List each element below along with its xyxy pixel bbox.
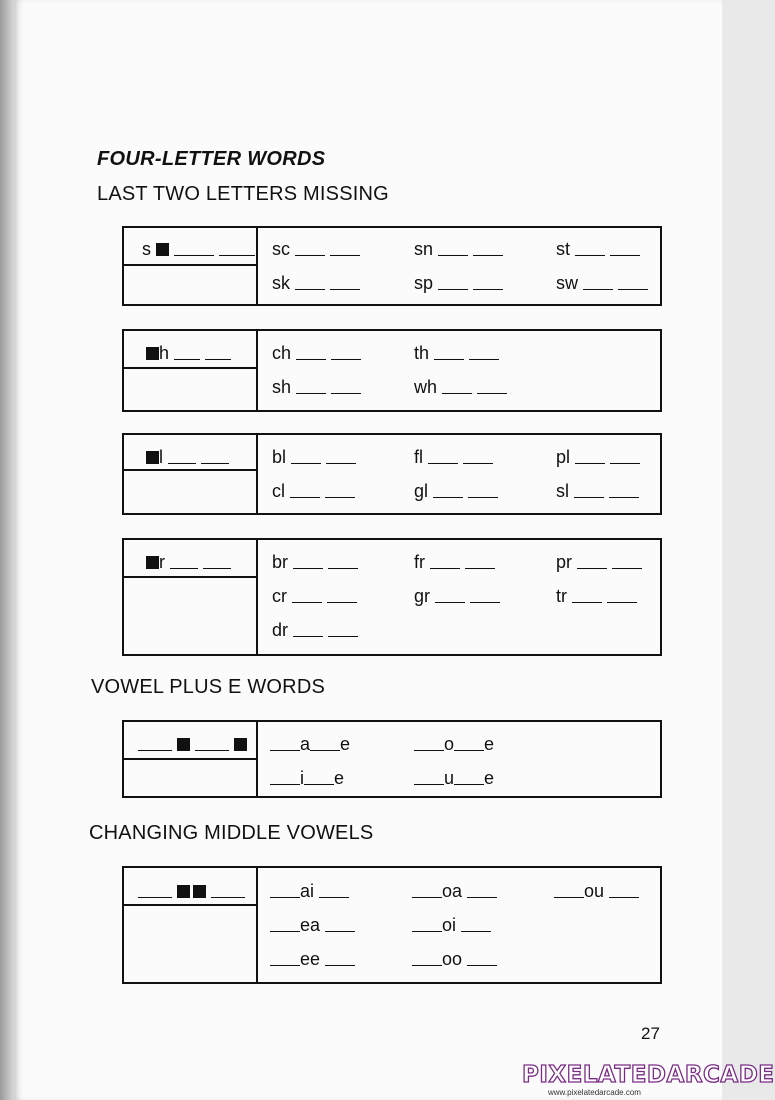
word-cell: fl (414, 447, 493, 468)
word-cell: tr (556, 586, 637, 607)
pattern-label (138, 734, 247, 755)
word-cell: th (414, 343, 499, 364)
pattern-label (138, 881, 245, 902)
word-cell: ea (270, 915, 355, 936)
pattern-letter: l (159, 447, 163, 467)
word-cell: sh (272, 377, 361, 398)
word-cell: gl (414, 481, 498, 502)
blank-line (174, 347, 200, 360)
page-title: FOUR-LETTER WORDS (97, 148, 326, 170)
pattern-label (146, 447, 229, 468)
word-cell: br (272, 552, 358, 573)
missing-letter-square (234, 738, 247, 751)
missing-letter-square (146, 451, 159, 464)
blank-line (219, 243, 255, 256)
blank-line (174, 243, 214, 256)
watermark-logo: PIXELATEDARCADE (522, 1062, 775, 1088)
word-cell: sk (272, 273, 360, 294)
word-cell: ee (270, 949, 355, 970)
blank-line (203, 556, 231, 569)
word-cell: oa (412, 881, 497, 902)
word-box-s (122, 226, 662, 306)
blank-line (138, 738, 172, 751)
word-cell: wh (414, 377, 507, 398)
word-cell: sp (414, 273, 503, 294)
blank-line (138, 885, 172, 898)
pattern-letter: s (142, 239, 151, 259)
cell-divider (124, 264, 256, 266)
word-cell: pr (556, 552, 642, 573)
missing-letter-square (146, 347, 159, 360)
missing-letter-square (146, 556, 159, 569)
word-cell: cr (272, 586, 357, 607)
missing-letter-square (156, 243, 169, 256)
word-box-r (122, 538, 662, 656)
pattern-label (142, 239, 255, 260)
word-cell: pl (556, 447, 640, 468)
word-cell: u e (414, 768, 494, 789)
word-box-h (122, 329, 662, 412)
word-cell: bl (272, 447, 356, 468)
missing-letter-square (177, 738, 190, 751)
word-cell: cl (272, 481, 355, 502)
word-cell: gr (414, 586, 500, 607)
blank-line (168, 451, 196, 464)
cell-divider (124, 758, 256, 760)
word-cell: o e (414, 734, 494, 755)
page-number: 27 (641, 1024, 660, 1043)
section-heading-last-two-missing: LAST TWO LETTERS MISSING (97, 183, 389, 205)
word-cell: st (556, 239, 640, 260)
word-cell: fr (414, 552, 495, 573)
word-cell: oi (412, 915, 491, 936)
blank-line (205, 347, 231, 360)
watermark-url: www.pixelatedarcade.com (548, 1088, 641, 1097)
cell-divider (124, 576, 256, 578)
missing-letter-square (177, 885, 190, 898)
book-spine-shadow (0, 0, 14, 1100)
cell-divider (124, 469, 256, 471)
pattern-label (146, 343, 231, 364)
section-heading-changing-middle-vowels: CHANGING MIDDLE VOWELS (89, 822, 374, 844)
section-heading-vowel-plus-e: VOWEL PLUS E WORDS (91, 676, 326, 698)
blank-line (195, 738, 229, 751)
word-cell: sc (272, 239, 360, 260)
word-cell: ou (554, 881, 639, 902)
word-cell: sn (414, 239, 503, 260)
word-cell: oo (412, 949, 497, 970)
word-cell: dr (272, 620, 358, 641)
pattern-letter: r (159, 552, 165, 572)
blank-line (201, 451, 229, 464)
pattern-letter: h (159, 343, 170, 363)
word-cell: ch (272, 343, 361, 364)
word-cell: a e (270, 734, 350, 755)
word-cell: sw (556, 273, 648, 294)
word-box-l (122, 433, 662, 515)
word-cell: i e (270, 768, 344, 789)
pattern-label (146, 552, 231, 573)
word-cell: sl (556, 481, 639, 502)
word-box-middle-vowels (122, 866, 662, 984)
word-cell: ai (270, 881, 349, 902)
missing-letter-square (193, 885, 206, 898)
cell-divider (124, 367, 256, 369)
cell-divider (124, 904, 256, 906)
blank-line (170, 556, 198, 569)
word-box-vowel-e (122, 720, 662, 798)
blank-line (211, 885, 245, 898)
